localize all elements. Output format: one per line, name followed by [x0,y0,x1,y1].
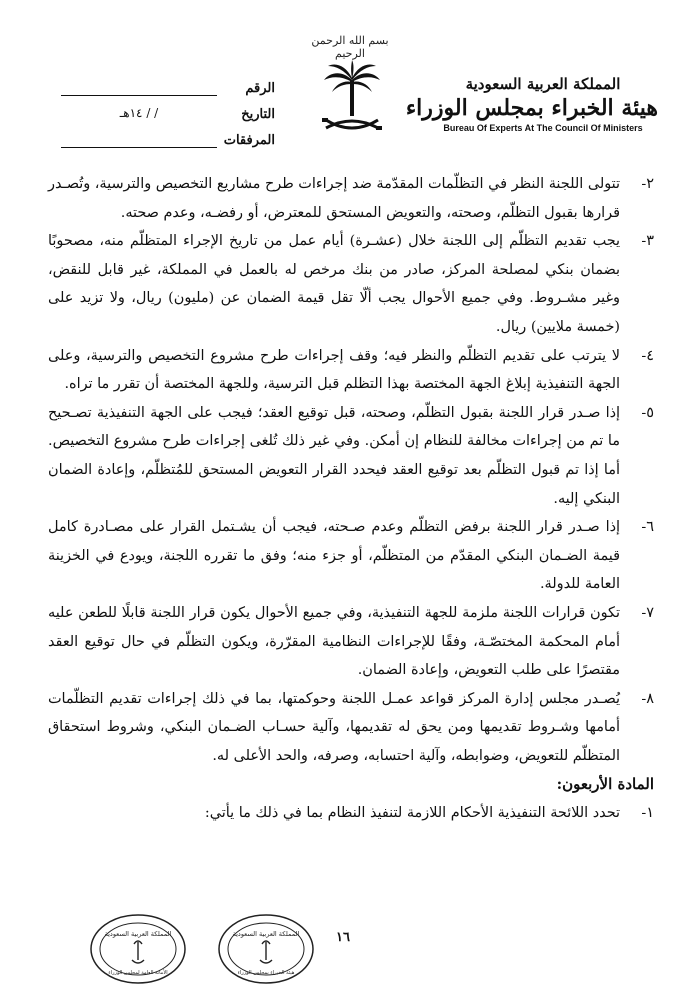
item-text: يجب تقديم التظلّم إلى اللجنة خلال (عشـرة) أيام عمل من تاريخ الإجراء المتظلّم منه، مصحوبًا بضمان بنكي لمصلحة المركز، صادر من بنك مرخص له بالعمل في المملكة، غير قابل للنقض، وغير مشـروط. وفي جميع الأحوال يجب ألّا تقل قيمة الضمان عن (مليون) ريال، ولا تزيد على (خمسة ملايين) ريال. [48,233,620,335]
stamp-subtitle: هيئة الخبراء بمجلس الوزراء [237,970,295,976]
article-heading: المادة الأربعون: [556,775,654,794]
list-item [48,170,654,227]
item-text: إذا صـدر قرار اللجنة بقبول التظلّم، وصحته، قبل توقيع العقد؛ فيجب على الجهة التنفيذية تصـحيح ما تم من إجراءات مخالفة للنظام إن أمكن. وفي غير ذلك تُلغى إجراءات طرح مشروع التخصيص. أما إذا تم قبول التظلّم بعد توقيع العقد فيحدد القرار التعويض المستحق للمُتظلّم، وإعادة الضمان البنكي إليه. [48,404,620,507]
item-number: ٨- [641,690,654,707]
stamp-subtitle: الأمانة العامة لمجلس الوزراء [108,970,168,976]
item-text: تكون قرارات اللجنة ملزمة للجهة التنفيذية، وفي جميع الأحوال يكون قرار اللجنة قابلًا للطعن عليه أمام المحكمة المختصّـة، وفقًا للإجراءات النظامية المقرّرة، ويكون التظلّم في حال توقيع العقد مقتصرًا على طلب التعويض، وإعادة الضمان. [48,604,620,679]
item-number: ٦- [641,519,654,536]
item-number: ٥- [641,404,654,421]
item-text: يُصـدر مجلس إدارة المركز قواعد عمـل اللجنة وحوكمتها، بما في ذلك إجراءات تقديم التظلّمات أمامها وشـروط تقديمها ومن يحق له تقديمها، وآلية حسـاب الضـمان البنكي، وشروط استحقاق المتظلّم للتعويض، وضوابطه، وآلية احتسابه، وصرفه، والحد الأعلى له. [48,690,620,764]
reference-fields [55,72,275,150]
item-number: ٣- [641,233,654,250]
attachments-line [61,131,217,148]
bureau-name-english: Bureau Of Experts At The Council Of Ministers [443,123,643,133]
letterhead-brand [405,75,658,133]
list-item [48,799,654,828]
item-number: ١- [641,805,654,822]
list-item [48,342,654,399]
list-item [48,227,654,341]
list-item [48,513,654,599]
item-text: لا يترتب على تقديم التظلّم والنظر فيه؛ وقف إجراءات طرح مشروع التخصيص والترسية، وعلى الجهة التنفيذية إبلاغ الجهة المختصة بهذا التظلم قبل الترسية، وللجهة المختصة أن تقرر ما تراه. [48,347,620,393]
item-number: ٧- [641,604,654,621]
bureau-name-arabic: هيئة الخبراء بمجلس الوزراء [405,95,658,121]
item-number: ٤- [641,347,654,364]
stamp-title: المملكة العربية السعودية [104,930,172,938]
page-number: ١٦ [336,930,350,945]
ref-number-row [55,72,275,96]
date-row [55,98,275,122]
ref-number-line [61,79,217,96]
saudi-emblem-icon [320,58,384,138]
item-text: إذا صـدر قرار اللجنة برفض التظلّم وعدم صـحته، فيجب أن يشـتمل القرار على مصـادرة كامل قيمة الضـمان البنكي المقدّم من المتظلّم، أو جزء منه؛ وفق ما تقرره اللجنة، ويودع في الخزينة العامة للدولة. [48,519,620,593]
date-value: / / ١٤هـ [119,106,159,120]
official-stamp-icon [88,912,188,986]
item-text: تتولى اللجنة النظر في التظلّمات المقدّمة ضد إجراءات طرح مشاريع التخصيص والترسية، وتُصـدر قرارها بقبول التظلّم، وصحته، والتعويض المستحق للمعترض، أو رفضـه، وعدم صحته. [48,176,620,221]
official-stamp-icon [216,912,316,986]
list-item [48,685,654,771]
stamp-title: المملكة العربية السعودية [232,930,300,938]
list-item [48,599,654,685]
date-label: التاريخ [241,107,275,122]
kingdom-name: المملكة العربية السعودية [465,75,621,93]
list-item [48,399,654,513]
basmala-calligraphy: بسم الله الرحمن الرحيم [311,34,389,60]
ref-number-label: الرقم [245,81,275,96]
attachments-label: المرفقات [223,133,275,148]
item-text: تحدد اللائحة التنفيذية الأحكام اللازمة لتنفيذ النظام بما في ذلك ما يأتي: [204,805,620,822]
attachments-row [55,124,275,148]
document-body [48,170,654,828]
item-number: ٢- [641,176,654,192]
